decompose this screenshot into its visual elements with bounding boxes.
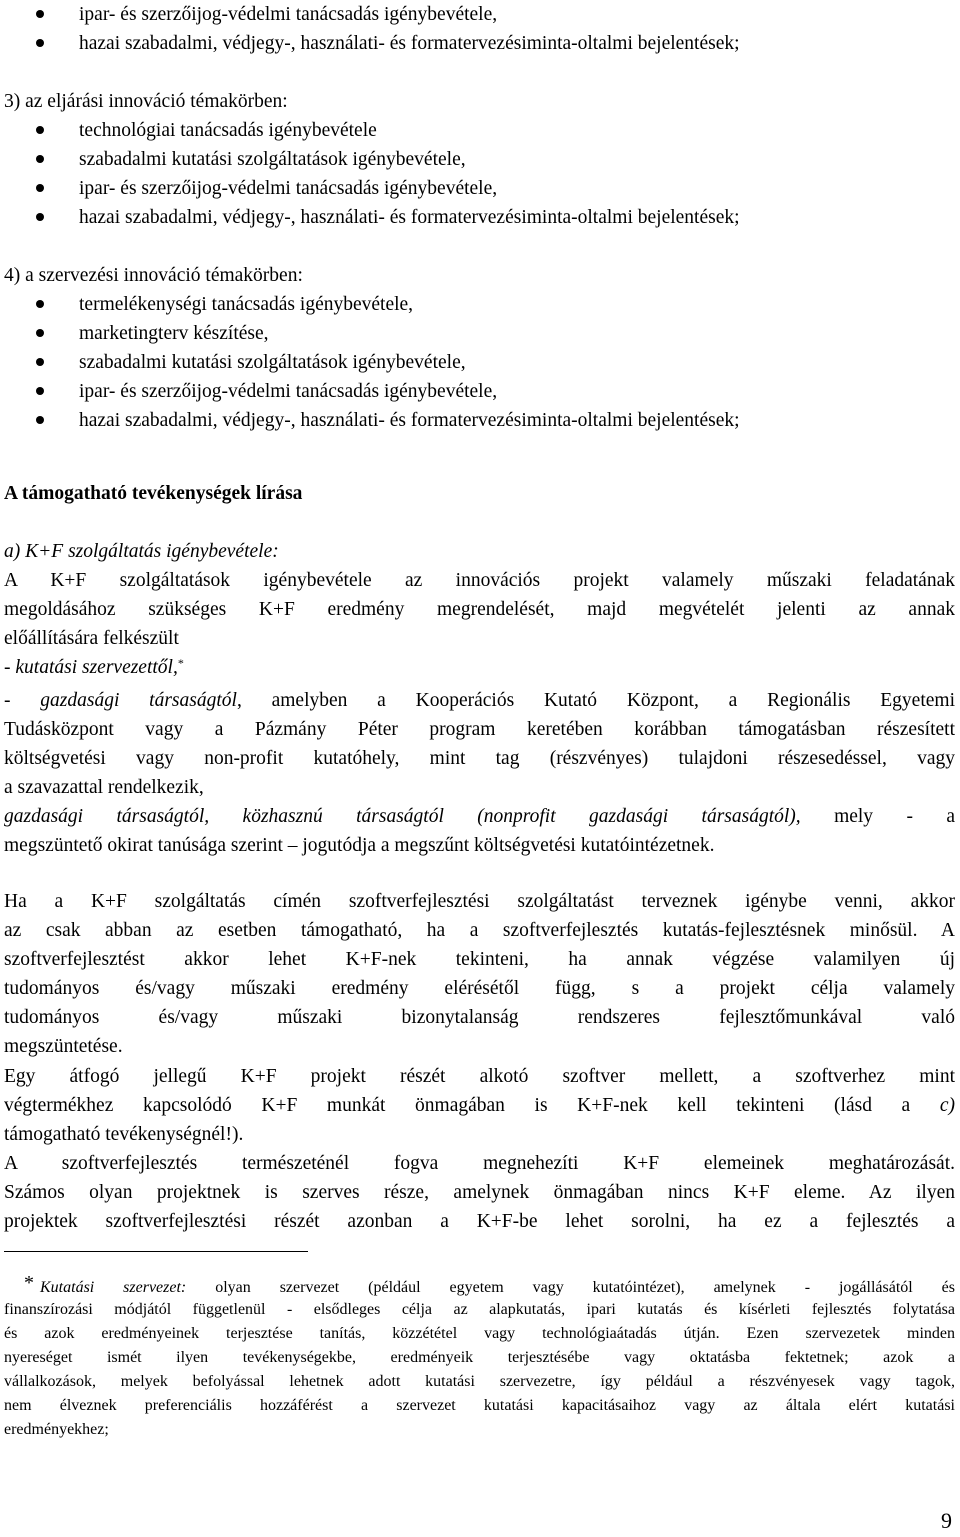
paragraph-line: Ha a K+F szolgáltatás címén szoftverfejlesztési szolgáltatást terveznek igénybe venni, akkor — [4, 891, 955, 912]
paragraph-line: Számos olyan projektnek is szerves része, amelynek önmagában nincs K+F eleme. Az ilyen — [4, 1182, 955, 1203]
footnote-marker: * — [24, 1272, 34, 1294]
bullet-icon — [36, 39, 44, 47]
paragraph-line: az csak abban az esetben támogatható, ha a szoftverfejlesztés kutatás-fejlesztésnek minősül. A — [4, 920, 955, 941]
paragraph-line: megszüntető okirat tanúsága szerint – jogutódja a megszűnt költségvetési kutatóintézetnek. — [4, 835, 715, 856]
paragraph-line: projektek szoftverfejlesztési részét azonban a K+F-be lehet sorolni, ha ez a fejlesztés a — [4, 1211, 955, 1232]
bullet-icon — [36, 213, 44, 221]
footnote-reference[interactable]: * — [177, 656, 184, 670]
document-page: ipar- és szerzőijog-védelmi tanácsadás igénybevétele, hazai szabadalmi, védjegy-, használati- és formatervezésiminta-oltalmi bejelentések; 3) az eljárási innováció témakörben: technológiai tanácsadás igénybevétele szabadalmi kutatási szolgáltatások igénybevétele, ipar- és szerzőijog-védelmi tanácsadás igénybevétele, hazai szabadalmi, védjegy-, használati- és formatervezésiminta-oltalmi bejelentések; 4) a szervezési innováció témakörben: termelékenységi tanácsadás igénybevétele, marketingterv készítése, szabadalmi kutatási szolgáltatások igénybevétele, ipar- és szerzőijog-védelmi tanácsadás igénybevétele, hazai szabadalmi, védjegy-, használati- és formatervezésiminta-oltalmi bejelentések; A támogatható tevékenységek lírása a) K+F szolgáltatás igénybevétele: A K+F szolgáltatások igénybevétele az innovációs projekt valamely műszaki feladatának megoldásához szükséges K+F eredmény megrendelését, majd megvételét jelenti az annak előállítására felkészült - kutatási szervezettől,* - gazdasági társaságtól, amelyben a Kooperációs Kutató Központ, a Regionális Egyetemi Tudásközpont vagy a Pázmány Péter program keretében korábban támogatásban részesített költségvetési vagy non-profit kutatóhely, mint tag (részvényes) tulajdoni részesedéssel, vagy a szavazattal rendelkezik, gazdasági társaságtól, közhasznú társaságtól (nonprofit gazdasági társaságtól), mely - a megszüntető okirat tanúsága szerint – jogutódja a megszűnt költségvetési kutatóintézetnek. Ha a K+F szolgáltatás címén szoftverfejlesztési szolgáltatást terveznek igénybe venni, akkor az csak abban az esetben támogatható, ha a szoftverfejlesztés kutatás-fejlesztésnek minősül. A szoftverfejlesztést akkor lehet K+F-nek tekinteni, ha annak végzése valamilyen új tudományos és/vagy műszaki eredmény elérésétől függ, s a projekt célja valamely tudományos és/vagy műszaki bizonytalanság rendszeres fejlesztőmunkával való megszüntetése. Egy átfogó jellegű K+F projekt részét alkotó szoftver mellett, a szoftverhez mint végtermékhez kapcsolódó K+F munkát önmagában is K+F-nek kell tekinteni (lásd a c) támogatható tevékenységnél!). A szoftverfejlesztés természeténél fogva megnehezíti K+F elemeinek meghatározását. Számos olyan projektnek is szerves része, amelynek önmagában nincs K+F eleme. Az ilyen projektek szoftverfejlesztési részét azonban a K+F-be lehet sorolni, ha ez a fejlesztés a * Kutatási szervezet: olyan szervezet (például egyetem vagy kutatóintézet), amelynek - jogállásától és finanszírozási módjától függetlenül - elsődleges célja az alapkutatás, ipari kutatás és kísérleti fejlesztés folytatása és azok eredményeinek terjesztése tanítás, közzététel vagy technológiaátadás útján. Ezen szervezetek minden nyereséget ismét ilyen tevékenységekbe, eredményeik terjesztésébe vagy oktatásba fektetnek; azok a vállalkozások, melyek befolyással lehetnek adott kutatási szervezetre, így például a részvényesek vagy tagok, nem élveznek preferenciális hozzáférést a szervezet kutatási kapacitásaihoz vagy az általa elért kutatási eredményekhez; 9 — [4, 4, 956, 1533]
paragraph-line: végtermékhez kapcsolódó K+F munkát önmagában is K+F-nek kell tekinteni (lásd a c) — [4, 1095, 955, 1116]
paragraph-line: A K+F szolgáltatások igénybevétele az innovációs projekt valamely műszaki feladatának — [4, 570, 955, 591]
bullet-icon — [36, 10, 44, 18]
paragraph-line: szoftverfejlesztést akkor lehet K+F-nek tekinteni, ha annak végzése valamilyen új — [4, 949, 955, 970]
footnote-line: eredményekhez; — [4, 1421, 109, 1438]
paragraph-line: megszüntetése. — [4, 1036, 123, 1057]
bullet-icon — [36, 358, 44, 366]
bullet-icon — [36, 416, 44, 424]
subsection-title: a) K+F szolgáltatás igénybevétele: — [4, 541, 279, 562]
footnote-line: * Kutatási szervezet: olyan szervezet (például egyetem vagy kutatóintézet), amelynek - jogállásától és — [24, 1272, 955, 1296]
section-heading-3: 3) az eljárási innováció témakörben: — [4, 91, 288, 112]
paragraph-line: A szoftverfejlesztés természeténél fogva megnehezíti K+F elemeinek meghatározását. — [4, 1153, 955, 1174]
footnote-line: vállalkozások, melyek befolyással lehetnek adott kutatási szervezetre, így például a részvényesek vagy tagok, — [4, 1373, 955, 1390]
paragraph-line: a szavazattal rendelkezik, — [4, 777, 204, 798]
footnote-line: nem élveznek preferenciális hozzáférést a szervezet kutatási kapacitásaihoz vagy az általa elért kutatási — [4, 1397, 955, 1414]
paragraph-line: megoldásához szükséges K+F eredmény megrendelését, majd megvételét jelenti az annak — [4, 599, 955, 620]
paragraph-line: Tudásközpont vagy a Pázmány Péter program keretében korábban támogatásban részesített — [4, 719, 955, 740]
dash-item-kozhasznu: gazdasági társaságtól, közhasznú társaságtól (nonprofit gazdasági társaságtól), mely - a — [4, 806, 956, 827]
paragraph-line: tudományos és/vagy műszaki bizonytalanság rendszeres fejlesztőmunkával való — [4, 1007, 955, 1028]
page-number: 9 — [941, 1508, 952, 1533]
footnote-line: és azok eredményeinek terjesztése tanítás, közzététel vagy technológiaátadás útján. Ezen szervezetek minden — [4, 1325, 955, 1342]
section-heading-4: 4) a szervezési innováció témakörben: — [4, 265, 303, 286]
cross-reference: c) — [939, 1095, 955, 1116]
footnote-line: nyereséget ismét ilyen tevékenységekbe, eredményeik terjesztésébe vagy oktatásba fektetnek; azok a — [4, 1349, 955, 1366]
paragraph-line: Egy átfogó jellegű K+F projekt részét alkotó szoftver mellett, a szoftverhez mint — [4, 1066, 955, 1087]
footnote-line: finanszírozási módjától függetlenül - elsődleges célja az alapkutatás, ipari kutatás és kísérleti fejlesztés folytatása — [4, 1301, 955, 1318]
paragraph-line: támogatható tevékenységnél!). — [4, 1124, 244, 1145]
paragraph-line: tudományos és/vagy műszaki eredmény elérésétől függ, s a projekt célja valamely — [4, 978, 955, 999]
footnote-separator — [4, 1251, 308, 1252]
bullet-icon — [36, 126, 44, 134]
paragraph-line: előállítására felkészült — [4, 628, 179, 649]
bullet-icon — [36, 329, 44, 337]
bullet-icon — [36, 387, 44, 395]
bullet-icon — [36, 300, 44, 308]
dash-item-kutatasi: - kutatási szervezettől,* — [4, 656, 184, 678]
paragraph-line: költségvetési vagy non-profit kutatóhely, mint tag (részvényes) tulajdoni részesedéssel, vagy — [4, 748, 955, 769]
bullet-icon — [36, 184, 44, 192]
bullet-icon — [36, 155, 44, 163]
dash-item-gazdasagi: - gazdasági társaságtól, amelyben a Kooperációs Kutató Központ, a Regionális Egyetemi — [4, 690, 955, 711]
section-title: A támogatható tevékenységek lírása — [4, 483, 303, 504]
